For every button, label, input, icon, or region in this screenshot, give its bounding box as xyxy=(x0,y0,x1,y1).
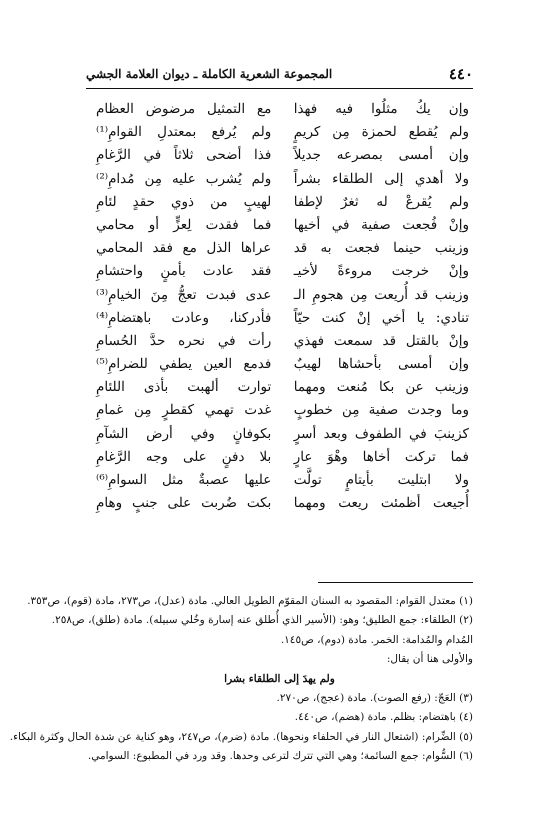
footnote-line: (١) معتدل القوام: المقصود به السنان المقوّم الطويل العالي. مادة (عدل)، ص٢٧٣، مادة (قوم)، ص٣٥٣. xyxy=(27,595,473,607)
verse-line xyxy=(96,98,469,121)
verse-first-hemistich: وإن أمسى بمصرعه جديلاً xyxy=(293,147,469,164)
verse-first-hemistich: وزينب قد أُريعت مِن هجومِ الـ xyxy=(293,286,469,303)
verse-line xyxy=(96,191,469,214)
verse-line xyxy=(96,168,469,191)
verse-second-hemistich: ولم يُرفع بمعتدلِ القوامِ⁽¹⁾ xyxy=(96,124,272,141)
verse-second-hemistich: ولم يُشرب عليه مِن مُدامِ⁽²⁾ xyxy=(96,170,272,187)
footnote-quoted-verse: ولم يهدَ إلى الطلقاء بشرا xyxy=(224,672,335,685)
verse-line xyxy=(96,446,469,469)
footnote-rule xyxy=(318,582,473,583)
verse-first-hemistich: ولم يُقرعْ له ثغرٌ لإطفا xyxy=(293,193,469,210)
verse-second-hemistich: توارت ألهبت بأذى اللئامِ xyxy=(96,379,272,396)
verse-line xyxy=(96,423,469,446)
verse-first-hemistich: تنادي: يا أخي إنْ كنت حيّاً xyxy=(293,309,469,326)
verse-second-hemistich: فما فقدت لِعزٍّ أو محامي xyxy=(96,216,272,233)
page-number: ٤٤٠ xyxy=(448,65,473,83)
footnote-line: (٢) الطلقاء: جمع الطليق؛ وهو: (الأسير الذي أُطلق عنه إسارة وخُلي سبيله). مادة (طلق)، ص٢٥٨. xyxy=(51,614,473,627)
verse-first-hemistich: وإنْ بالقتل قد سمعت فهذي xyxy=(293,332,469,349)
verse-first-hemistich: ولا ابتليت بأيتامٍ تولَّت xyxy=(293,472,469,488)
poem xyxy=(96,98,469,515)
verse-first-hemistich: وإن أمسى بأحشاها لهيبٌ xyxy=(293,356,469,373)
verse-first-hemistich: ولا أهدي إلى الطلقاء بشراً xyxy=(293,170,469,187)
footnote-line: المُدام والمُدامة: الخمر. مادة (دوم)، ص١٤٥. xyxy=(280,633,473,646)
verse-first-hemistich: وزينب عن بكا مُنعت ومهما xyxy=(293,379,469,396)
verse-first-hemistich: أُجيعت أظمئت ريعت ومهما xyxy=(293,495,469,512)
verse-second-hemistich: عدى فبدت تعجُّ مِنَ الخيامِ⁽³⁾ xyxy=(96,286,272,303)
verse-line xyxy=(96,330,469,353)
verse-line xyxy=(96,237,469,260)
running-title: المجموعة الشعرية الكاملة ـ ديوان العلامة الجشي xyxy=(86,67,333,81)
verse-second-hemistich: فقد عادت بأمنٍ واحتشامِ xyxy=(96,263,272,280)
verse-second-hemistich: غدت تهمي كقطرٍ مِن غمامِ xyxy=(96,402,272,419)
verse-second-hemistich: فدمع العين يطفي للضرامِ⁽⁵⁾ xyxy=(96,356,272,373)
verse-second-hemistich: بكوفانٍ وفي أرض الشآمِ xyxy=(96,425,272,442)
verse-line xyxy=(96,307,469,330)
header-rule xyxy=(86,88,473,89)
verse-second-hemistich: بلا دفنٍ على وجه الرَّغامِ xyxy=(96,448,272,465)
footnotes xyxy=(9,592,473,767)
verse-first-hemistich: وإن يكُ مثلُوا فيه فهذا xyxy=(293,101,469,117)
verse-second-hemistich: عراها الذل مع فقد المحامي xyxy=(96,240,272,257)
verse-first-hemistich: وما وجدت صفية مِن خطوبٍ xyxy=(293,402,469,419)
verse-line xyxy=(96,492,469,515)
verse-first-hemistich: وزينب حينما فجعت به قد xyxy=(293,240,469,257)
footnote-line: (٥) الضِّرام: (اشتعال النار في الحلفاء ونحوها). مادة (ضرم)، ص٢٤٧، وهو كناية عن شدة الحال وكثرة البكاء. xyxy=(9,730,473,743)
verse-line xyxy=(96,144,469,167)
footnote-line: (٦) السُّوام: جمع السائمة؛ وهي التي تترك لترعى وحدها. وقد ورد في المطبوع: السوامي. xyxy=(87,750,473,763)
verse-second-hemistich: عليها عصبةٌ مثل السوامِ⁽⁶⁾ xyxy=(96,472,272,488)
verse-second-hemistich: مع التمثيل مرضوض العظام xyxy=(96,101,272,117)
verse-second-hemistich: بكت ضُربت على جنبٍ وهامِ xyxy=(96,495,272,512)
verse-second-hemistich: فذا أضحى ثلاثاً في الرَّغامِ xyxy=(96,147,272,164)
verse-line xyxy=(96,469,469,492)
verse-line xyxy=(96,353,469,376)
verse-first-hemistich: كزينبَ في الطفوف وبعد أسرٍ xyxy=(293,425,469,442)
page-header xyxy=(86,64,473,84)
verse-first-hemistich: وإنْ خرجت مروءةً لأخيـ xyxy=(293,263,469,280)
verse-line xyxy=(96,214,469,237)
verse-line xyxy=(96,260,469,283)
verse-line xyxy=(96,284,469,307)
verse-first-hemistich: وإنْ فُجعت صفية في أخيها xyxy=(293,216,469,233)
verse-second-hemistich: رأت في نحره حدَّ الحُسامِ xyxy=(96,332,272,349)
verse-first-hemistich: فما تركت أخاها وهْوَ عارٍ xyxy=(293,448,469,465)
verse-line xyxy=(96,121,469,144)
verse-line xyxy=(96,399,469,422)
verse-second-hemistich: لهيبٍ من ذوي حقدٍ لئامِ xyxy=(96,193,272,210)
verse-line xyxy=(96,376,469,399)
verse-second-hemistich: فأدركنا، وعادت باهتضامِ⁽⁴⁾ xyxy=(96,309,272,326)
footnote-line: والأولى هنا أن يقال: xyxy=(386,653,473,666)
footnote-line: (٣) العَجّ: (رفع الصوت). مادة (عجج)، ص٢٧٠. xyxy=(276,692,473,705)
verse-first-hemistich: ولم يُقطع لحمزة مِن كريمٍ xyxy=(293,124,469,141)
footnote-line: (٤) باهتضام: بظلم. مادة (هضم)، ص٤٤٠. xyxy=(294,711,473,724)
